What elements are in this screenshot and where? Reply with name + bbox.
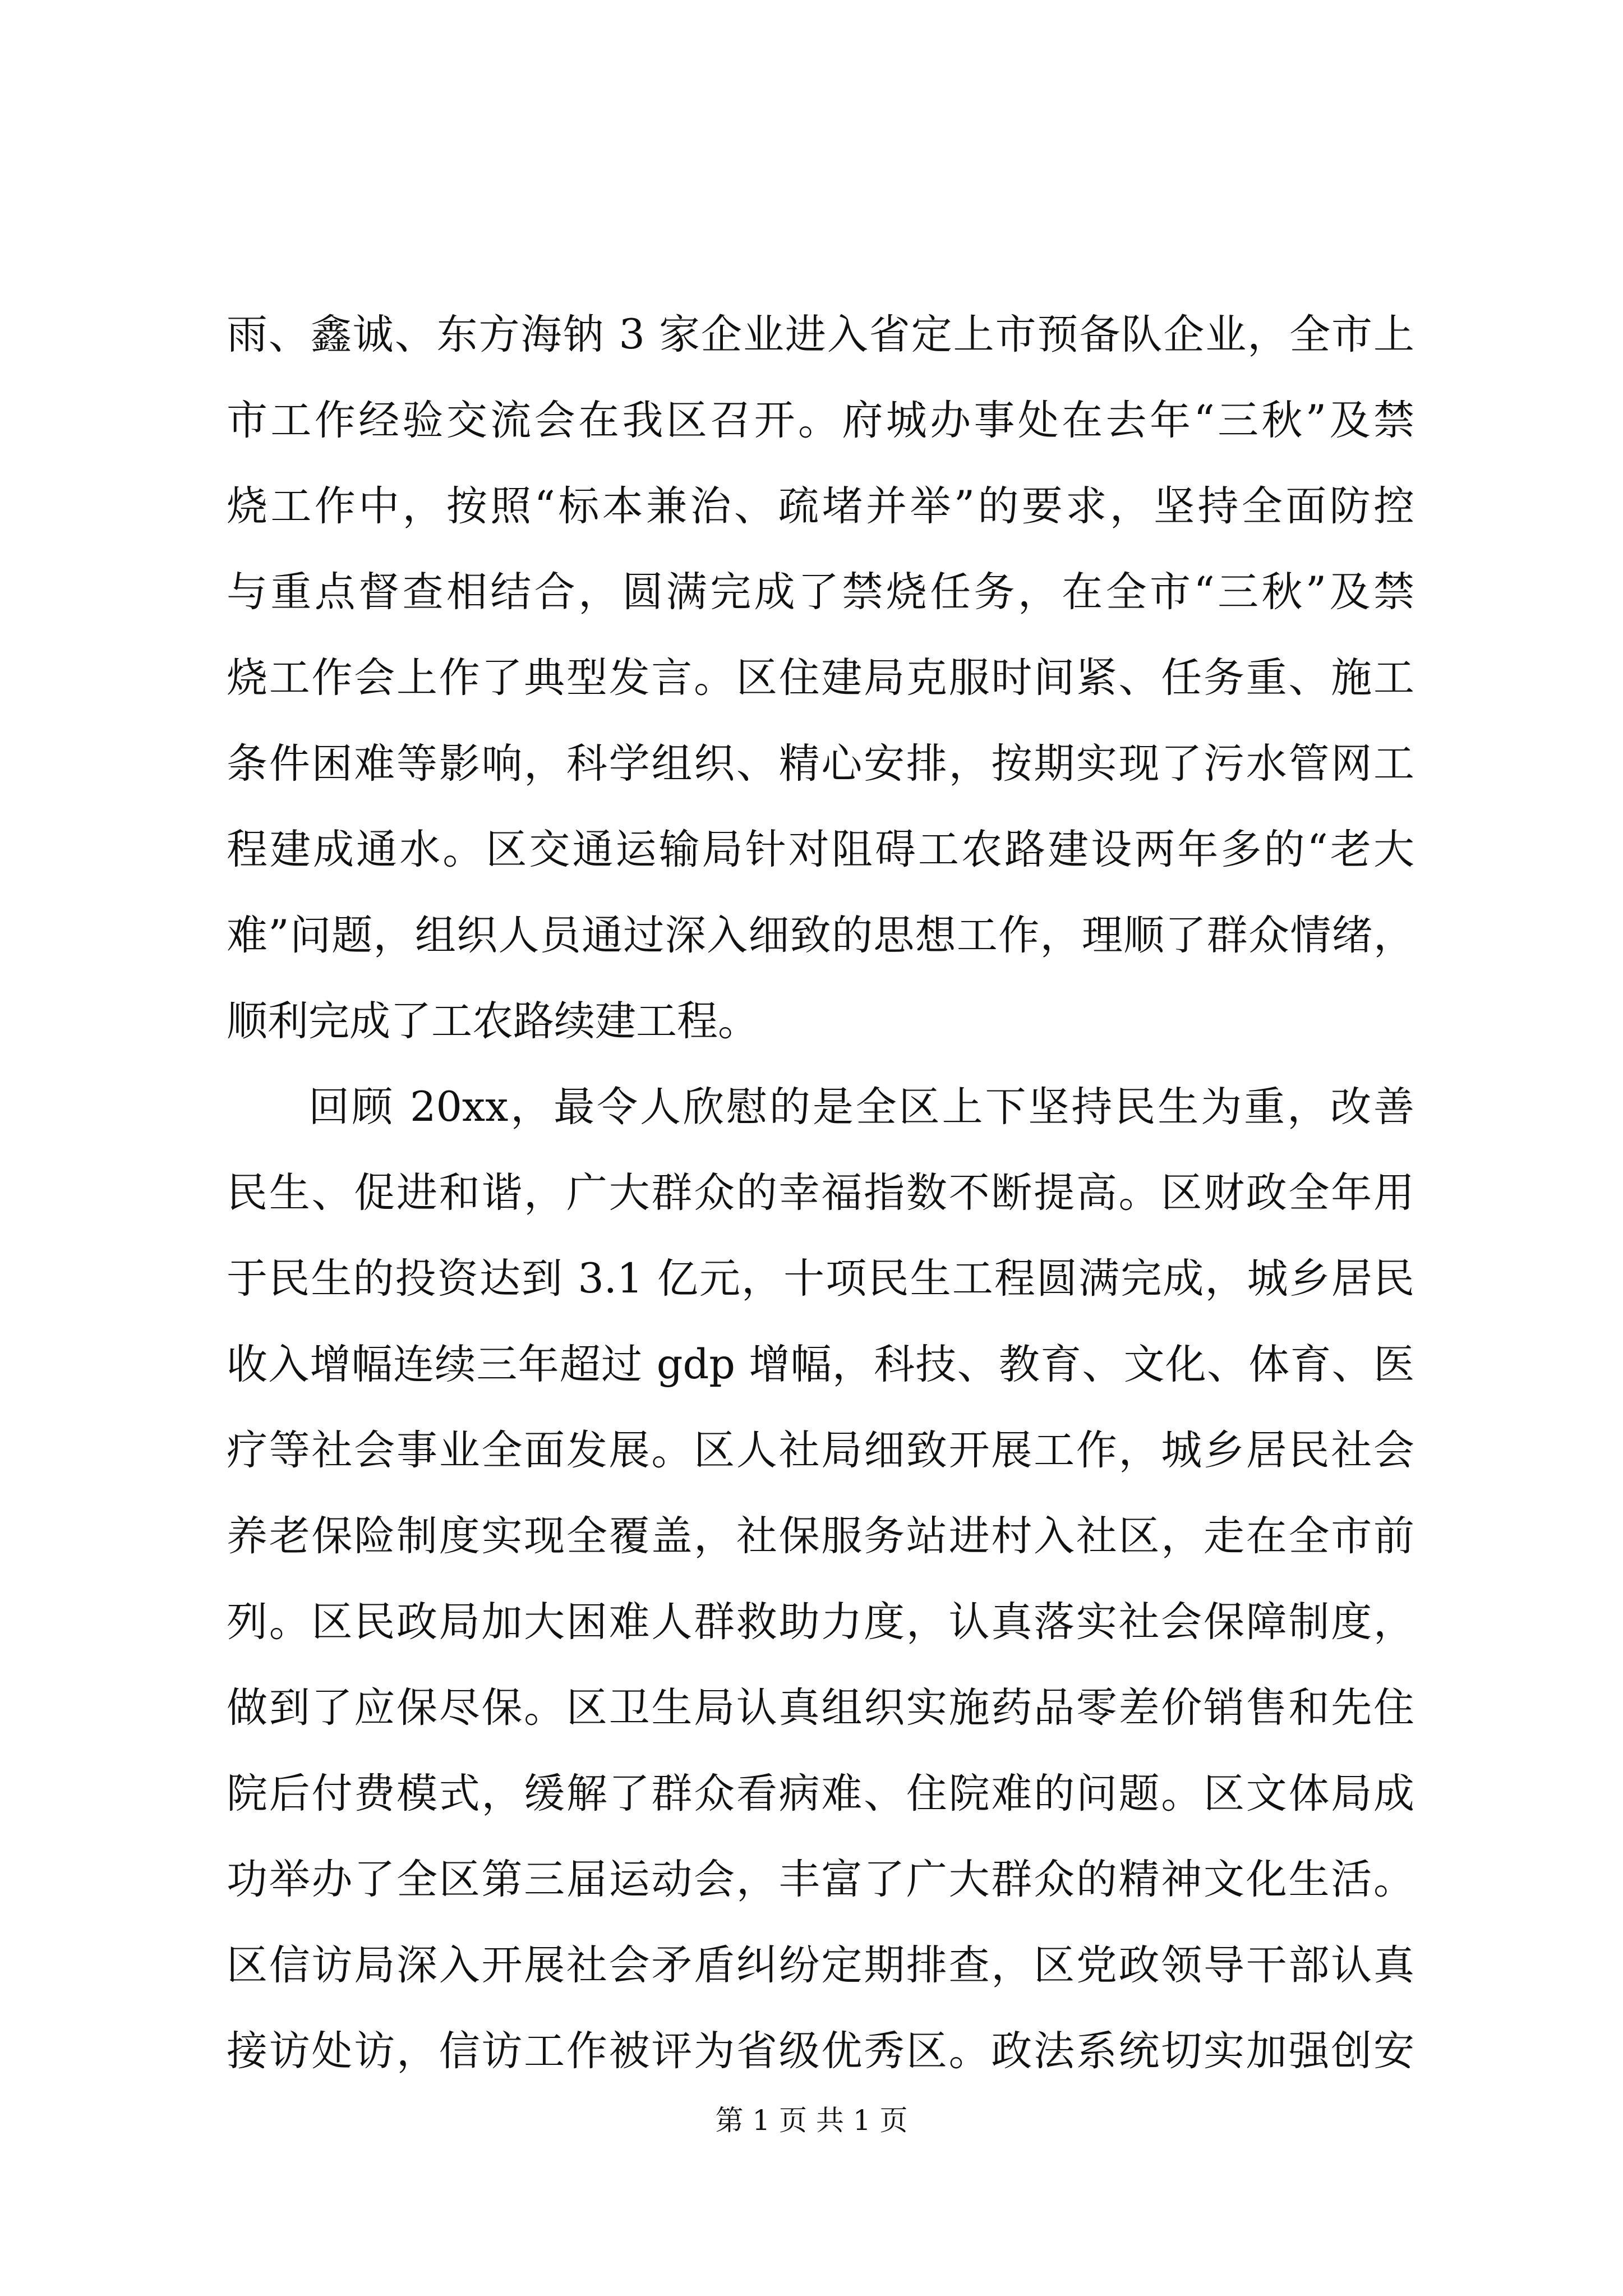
text-line: 程建成通水。区交通运输局针对阻碍工农路建设两年多的“老大 [227, 826, 1414, 873]
page-footer: 第 1 页 共 1 页 [715, 2104, 908, 2137]
body-text [227, 292, 1414, 2094]
text-line: 疗等社会事业全面发展。区人社局细致开展工作，城乡居民社会 [227, 1427, 1414, 1474]
text-line: 雨、鑫诚、东方海钠 3 家企业进入省定上市预备队企业，全市上 [227, 311, 1414, 358]
text-line: 功举办了全区第三届运动会，丰富了广大群众的精神文化生活。 [227, 1856, 1414, 1903]
text-line: 院后付费模式，缓解了群众看病难、住院难的问题。区文体局成 [227, 1770, 1414, 1818]
text-line: 收入增幅连续三年超过 gdp 增幅，科技、教育、文化、体育、医 [227, 1341, 1414, 1388]
text-line: 民生、促进和谐，广大群众的幸福指数不断提高。区财政全年用 [227, 1169, 1414, 1217]
text-line: 烧工作中，按照“标本兼治、疏堵并举”的要求，坚持全面防控 [227, 482, 1414, 530]
text-line: 烧工作会上作了典型发言。区住建局克服时间紧、任务重、施工 [227, 654, 1414, 702]
text-line: 区信访局深入开展社会矛盾纠纷定期排查，区党政领导干部认真 [227, 1941, 1414, 1989]
text-line: 接访处访，信访工作被评为省级优秀区。政法系统切实加强创安 [227, 2027, 1414, 2075]
text-line: 养老保险制度实现全覆盖，社保服务站进村入社区，走在全市前 [227, 1512, 1414, 1560]
text-line: 条件困难等影响，科学组织、精心安排，按期实现了污水管网工 [227, 740, 1414, 788]
text-line: 与重点督查相结合，圆满完成了禁烧任务，在全市“三秋”及禁 [227, 568, 1414, 616]
text-line-first: 回顾 20xx，最令人欣慰的是全区上下坚持民生为重，改善 [308, 1083, 1414, 1131]
text-line: 市工作经验交流会在我区召开。府城办事处在去年“三秋”及禁 [227, 397, 1414, 444]
text-line-last: 顺利完成了工农路续建工程。 [227, 997, 759, 1045]
text-line: 列。区民政局加大困难人群救助力度，认真落实社会保障制度， [227, 1598, 1414, 1646]
text-line: 做到了应保尽保。区卫生局认真组织实施药品零差价销售和先住 [227, 1684, 1414, 1732]
text-line: 于民生的投资达到 3.1 亿元，十项民生工程圆满完成，城乡居民 [227, 1255, 1414, 1303]
text-line: 难”问题，组织人员通过深入细致的思想工作，理顺了群众情绪， [227, 912, 1414, 959]
